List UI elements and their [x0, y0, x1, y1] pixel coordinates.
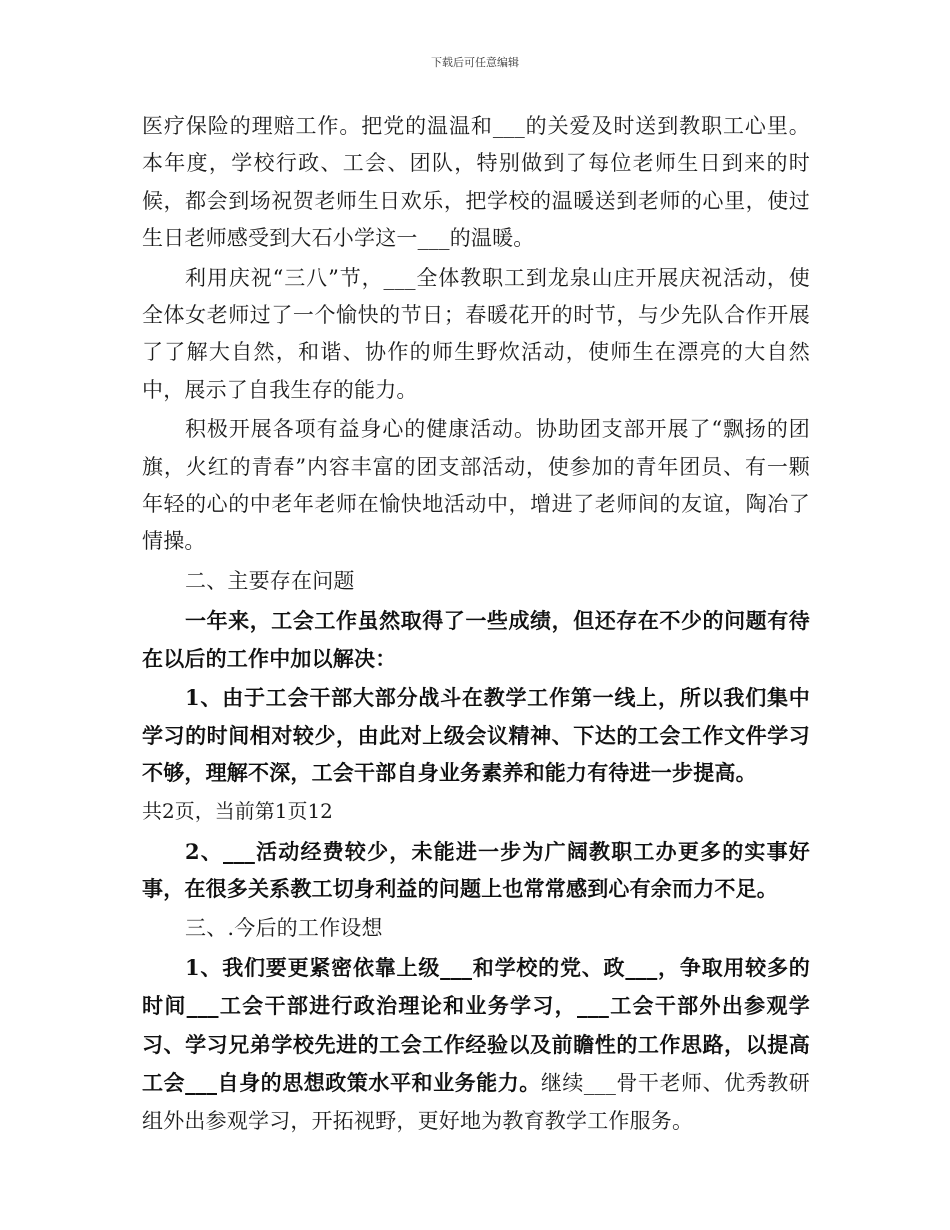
paragraph-health-activities: 积极开展各项有益身心的健康活动。协助团支部开展了“飘扬的团旗，火红的青春”内容丰富的团支部活动，使参加的青年团员、有一颗年轻的心的中老年老师在愉快地活动中，增进了老师间的友谊，陶冶了情操。 [142, 417, 810, 554]
page-header: 下载后可任意编辑 [431, 56, 519, 69]
plan-1-bold-text: 1、我们要更紧密依靠上级___和学校的党、政___，争取用较多的时间___工会干部进行政治理论和业务学习，___工会干部外出参观学习、学习兄弟学校先进的工会工作经验以及前瞻性的工作思路，以提高工会___自身的思想政策水平和业务能力。 [142, 954, 810, 1096]
paragraph-problems-intro: 一年来，工会工作虽然取得了一些成绩，但还存在不少的问题有待在以后的工作中加以解决： [142, 608, 810, 671]
page-counter: 共2页，当前第1页12 [142, 799, 333, 824]
paragraph-insurance-claims: 医疗保险的理赔工作。把党的温温和___的关爱及时送到教职工心里。本年度，学校行政、工会、团队，特别做到了每位老师生日到来的时候，都会到场祝贺老师生日欢乐，把学校的温暖送到老师的心里，使过生日老师感受到大石小学这一___的温暖。 [142, 114, 810, 251]
paragraph-plan-1 [142, 949, 810, 1140]
section-heading-plans: 三、.今后的工作设想 [185, 915, 383, 940]
document-body [142, 108, 810, 1142]
section-heading-problems: 二、主要存在问题 [185, 568, 355, 593]
plan-1-normal-text: 继续___骨干老师、优秀教研组外出参观学习，开拓视野，更好地为教育教学工作服务。 [142, 1071, 810, 1133]
paragraph-problem-2: 2、___活动经费较少，未能进一步为广阔教职工办更多的实事好事，在很多关系教工切身利益的问题上也常常感到心有余而力不足。 [142, 838, 810, 902]
paragraph-problem-1: 1、由于工会干部大部分战斗在教学工作第一线上，所以我们集中学习的时间相对较少，由此对上级会议精神、下达的工会工作文件学习不够，理解不深，工会干部自身业务素养和能力有待进一步提高。 [142, 685, 810, 785]
paragraph-womens-day: 利用庆祝“三八”节，___全体教职工到龙泉山庄开展庆祝活动，使全体女老师过了一个愉快的节日；春暖花开的时节，与少先队合作开展了了解大自然，和谐、协作的师生野炊活动，使师生在漂亮的大自然中，展示了自我生存的能力。 [142, 265, 810, 402]
